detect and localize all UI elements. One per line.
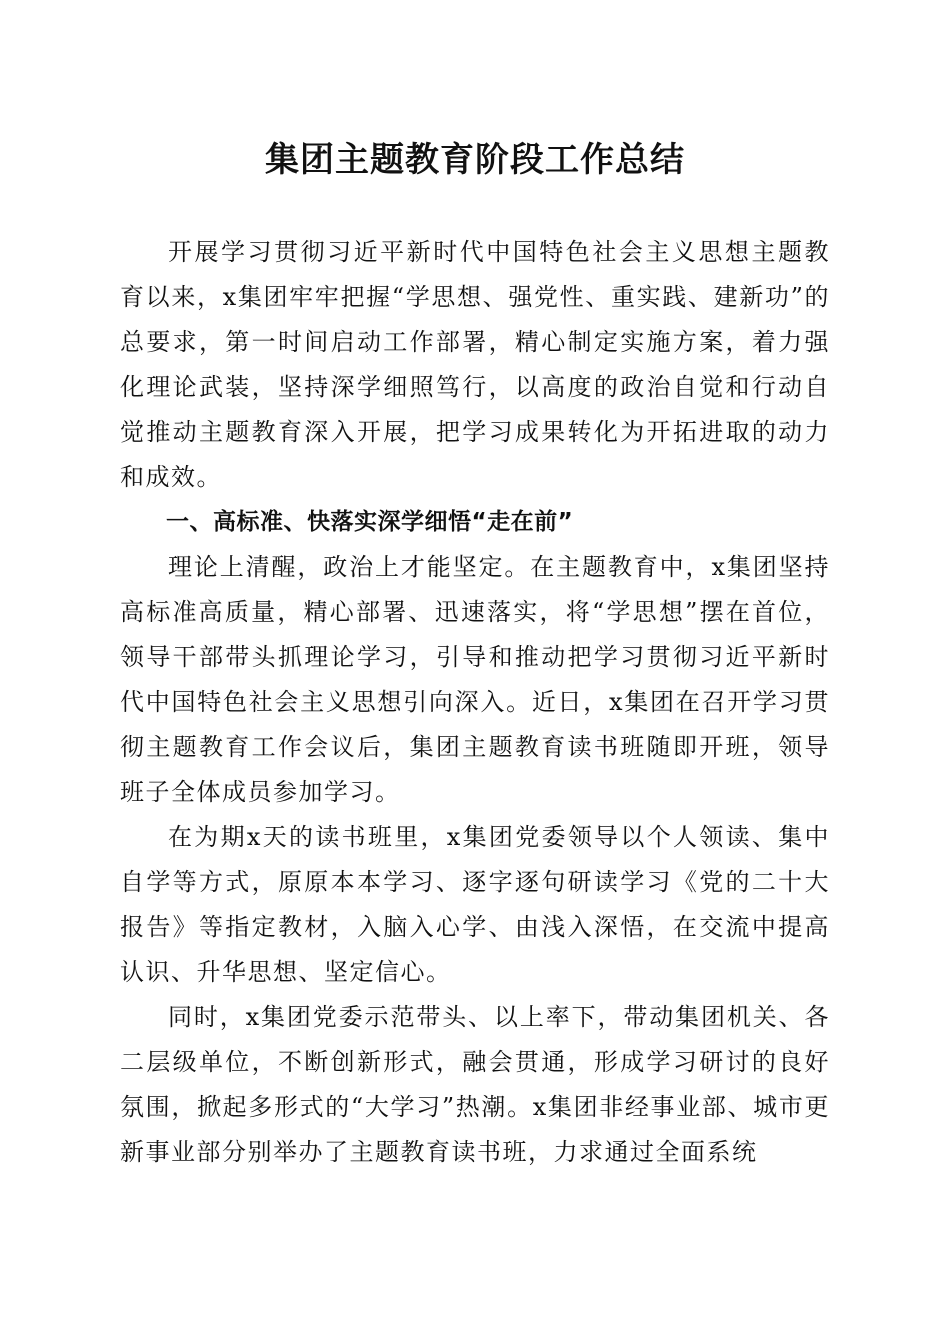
section-heading: 一、高标准、快落实深学细悟“走在前”: [166, 509, 574, 535]
body-paragraph: 在为期x天的读书班里，x集团党委领导以个人领读、集中自学等方式，原原本本学习、逐字逐句研读学习《党的二十大报告》等指定教材，入脑入心学、由浅入深悟，在交流中提高认识、升华思想、坚定信心。: [120, 823, 830, 986]
body-paragraph: 同时，x集团党委示范带头、以上率下，带动集团机关、各二层级单位，不断创新形式，融会贯通，形成学习研讨的良好氛围，掀起多形式的“大学习”热潮。x集团非经事业部、城市更新事业部分别举办了主题教育读书班，力求通过全面系统: [120, 1003, 830, 1166]
body-paragraph: 理论上清醒，政治上才能坚定。在主题教育中，x集团坚持高标准高质量，精心部署、迅速落实，将“学思想”摆在首位，领导干部带头抓理论学习，引导和推动把学习贯彻习近平新时代中国特色社会主义思想引向深入。近日，x集团在召开学习贯彻主题教育工作会议后，集团主题教育读书班随即开班，领导班子全体成员参加学习。: [120, 553, 830, 806]
intro-paragraph: 开展学习贯彻习近平新时代中国特色社会主义思想主题教育以来，x集团牢牢把握“学思想、强党性、重实践、建新功”的总要求，第一时间启动工作部署，精心制定实施方案，着力强化理论武装，坚持深学细照笃行，以高度的政治自觉和行动自觉推动主题教育深入开展，把学习成果转化为开拓进取的动力和成效。: [120, 238, 830, 491]
page-title: 集团主题教育阶段工作总结: [265, 140, 685, 180]
document-body: [120, 230, 830, 1175]
